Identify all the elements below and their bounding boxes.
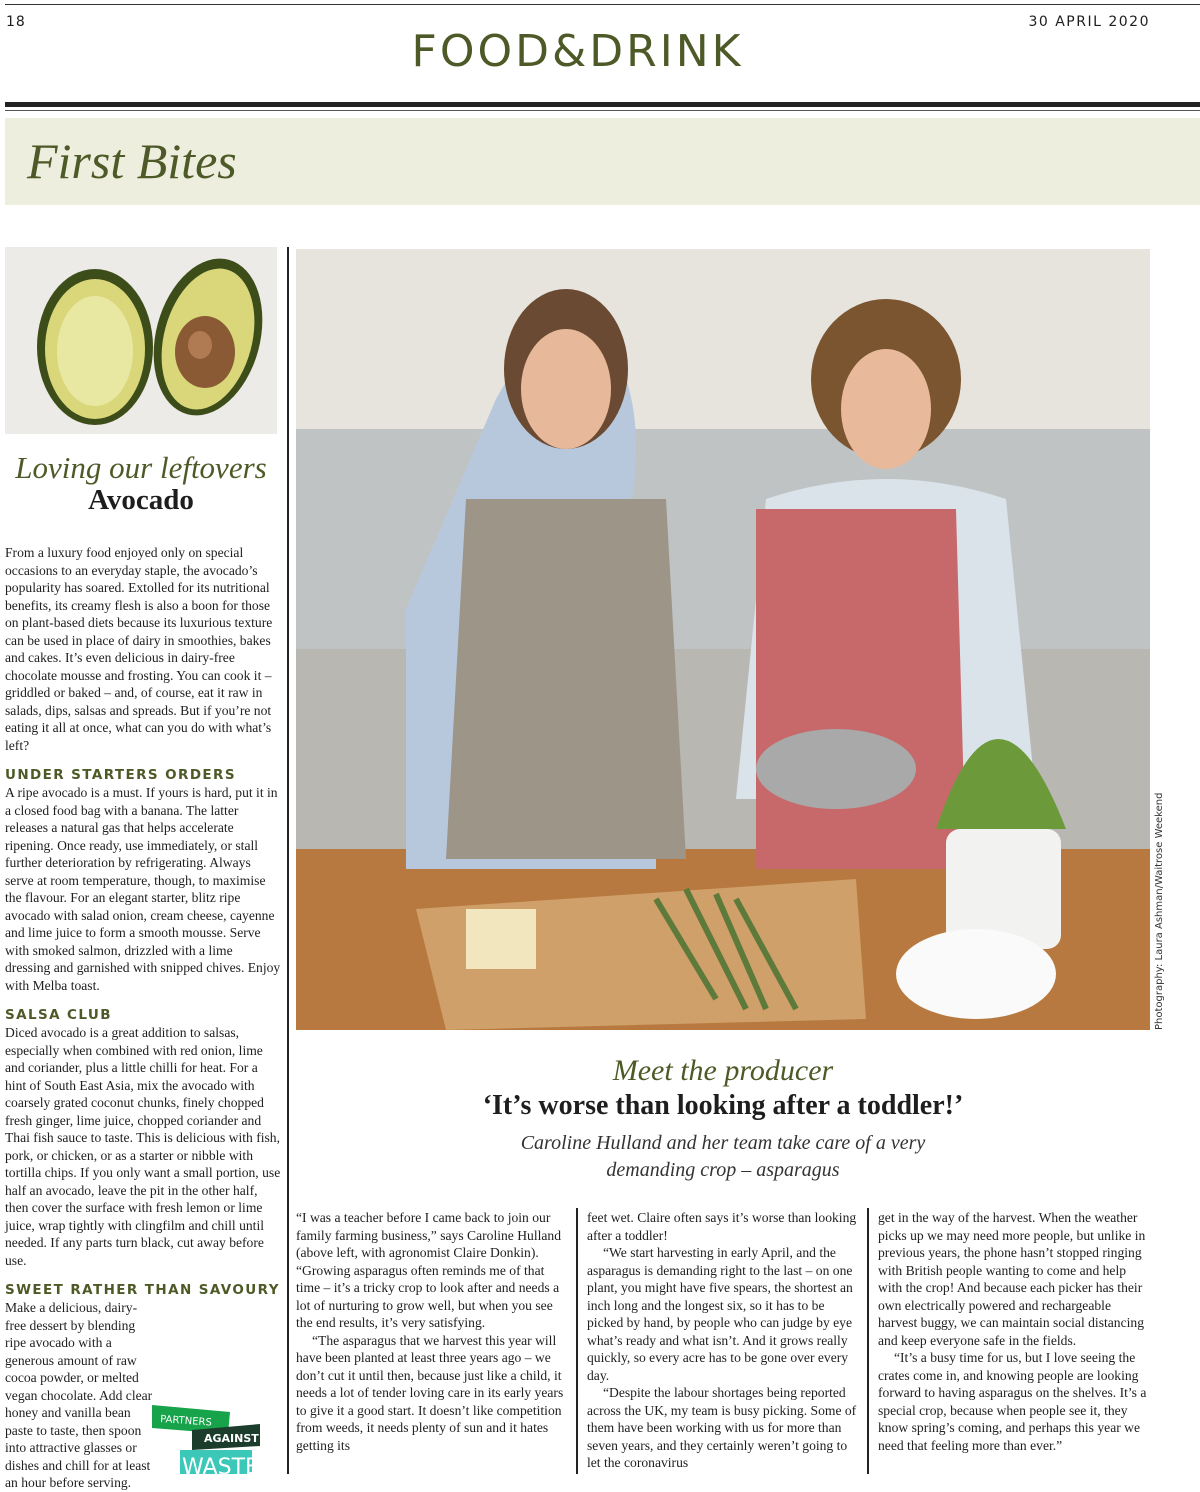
section-text: Diced avocado is a great addition to salsas, especially when combined with red onion, lime and coriander, plus a little chilli for heat. For a hint of South East Asia, mix the avocado with coarsely grated coconut chunks, finely chopped fresh ginger, lime juice, chopped coriander and Thai fish sauce to taste. This is delicious with fish, pork, or chicken, or as a starter or nibble with tortilla chips. If you only want a small portion, use half an avocado, leave the pit in the other half, then cover the surface with fresh lemon or lime juice, wrap tightly with clingfilm and chill until needed. If any parts turn black, cut away before use. (5, 1025, 281, 1268)
subheading: SWEET RATHER THAN SAVOURY (5, 1282, 280, 1298)
article-column-2 (587, 1209, 859, 1472)
feature-headline: ‘It’s worse than looking after a toddler!’ (482, 1090, 964, 1121)
column-divider (287, 247, 289, 1474)
svg-text:WASTE: WASTE (182, 1455, 259, 1474)
svg-text:AGAINST: AGAINST (204, 1432, 259, 1445)
paragraph: “I was a teacher before I came back to join our family farming business,” says Caroline Hulland (above left, with agronomist Claire Donkin). “Growing asparagus often reminds me of that time – it’s a tricky crop to look after and needs a lot of nurturing to grow well, but when you see the end results, it’s very satisfying. (296, 1210, 562, 1330)
article-column-3 (878, 1209, 1150, 1454)
paragraph: “It’s a busy time for us, but I love seeing the crates come in, and knowing people are looking forward to having asparagus on the shelves. It’s a special crop, because when people see it, they know spring’s coming, and perhaps this year we need that feeling more than ever.” (878, 1350, 1147, 1453)
paragraph: “Despite the labour shortages being reported across the UK, my team is busy picking. Some of them have been working with us for more than seven years, and they certainly weren’t going to let the coronavirus (587, 1385, 857, 1470)
thick-rule (5, 102, 1200, 107)
subheading: UNDER STARTERS ORDERS (5, 767, 236, 783)
avocado-image (5, 247, 277, 434)
leftovers-kicker: Loving our leftovers (15, 450, 267, 485)
intro-text: From a luxury food enjoyed only on special occasions to an everyday staple, the avocado’s popularity has soared. Extolled for its nutritional benefits, its creamy flesh is also a boon for those on plant-based diets because its luxurious texture can be used in place of dairy in smoothies, bakes and cakes. It’s even delicious in dairy-free chocolate mousse and frosting. You can cook it – griddled or baked – and, of course, eat it raw in salads, dips, salsas and spreads. But if you’re not eating it all at once, what can you do with what’s left? (5, 545, 273, 753)
first-bites-band (5, 118, 1200, 205)
paragraph: feet wet. Claire often says it’s worse than looking after a toddler! (587, 1210, 857, 1243)
leftovers-article (5, 544, 281, 1492)
band-title: First Bites (27, 133, 237, 189)
paragraph: “The asparagus that we harvest this year will have been planted at least three years ago – we don’t cut it until then, because just like a child, it needs a lot of tender loving care in its early years to give it a good start. It doesn’t like competition from weeds, it needs plenty of sun and it hates getting its (296, 1332, 564, 1453)
feature-kicker: Meet the producer (612, 1054, 834, 1087)
paragraph: get in the way of the harvest. When the weather picks up we may need more people, but unlike in previous years, the phone hasn’t stopped ringing with British people wanting to come and help with the crop! And because each picker has their own electrically powered and rechargeable harvest buggy, we can maintain social distancing and keep everyone safe in the fields. (878, 1210, 1146, 1348)
avocado-title: Avocado (88, 484, 194, 516)
paragraph: “We start harvesting in early April, and the asparagus is demanding right to the last – on one plant, you might have five spears, the shortest an inch long and the longest six, so it has to be picked by hand, by people who can judge by eye what’s ready and what isn’t. And it grows really quickly, so every acre has to be gone over every day. (587, 1245, 853, 1383)
column-divider (576, 1208, 578, 1474)
page-number: 18 (6, 14, 26, 30)
section-text: Make a delicious, dairy-free dessert by blending ripe avocado with a generous amount of raw cocoa powder, or melted vegan chocolate. Add clear honey and vanilla bean paste to taste, then spoon into attractive glasses or dishes and chill for at least an hour before serving. (5, 1300, 153, 1490)
standfirst: Caroline Hulland and her team take care of a very demanding crop – asparagus (520, 1132, 926, 1181)
top-rule (5, 4, 1200, 5)
partners-against-waste-logo (152, 1400, 262, 1474)
column-divider (867, 1208, 869, 1474)
svg-text:PARTNERS: PARTNERS (159, 1414, 213, 1429)
subheading: SALSA CLUB (5, 1007, 112, 1023)
thin-rule (5, 110, 1200, 111)
producers-photo (296, 249, 1150, 1030)
photo-credit: Photography: Laura Ashman/Waitrose Weekend (1154, 792, 1165, 1030)
article-column-1 (296, 1209, 568, 1454)
section-title: FOOD&DRINK (411, 26, 744, 77)
issue-date: 30 APRIL 2020 (1028, 14, 1150, 30)
section-text: A ripe avocado is a must. If yours is hard, put it in a closed food bag with a banana. The latter releases a natural gas that helps accelerate ripening. Once ready, use immediately, or stall further deterioration by refrigerating. Always serve at room temperature, though, to maximise the flavour. For an elegant starter, blitz ripe avocado with salad onion, cream cheese, cayenne and lime juice to form a smooth mousse. Serve with smoked salmon, drizzled with a lime dressing and garnished with snipped chives. Enjoy with Melba toast. (5, 785, 281, 993)
